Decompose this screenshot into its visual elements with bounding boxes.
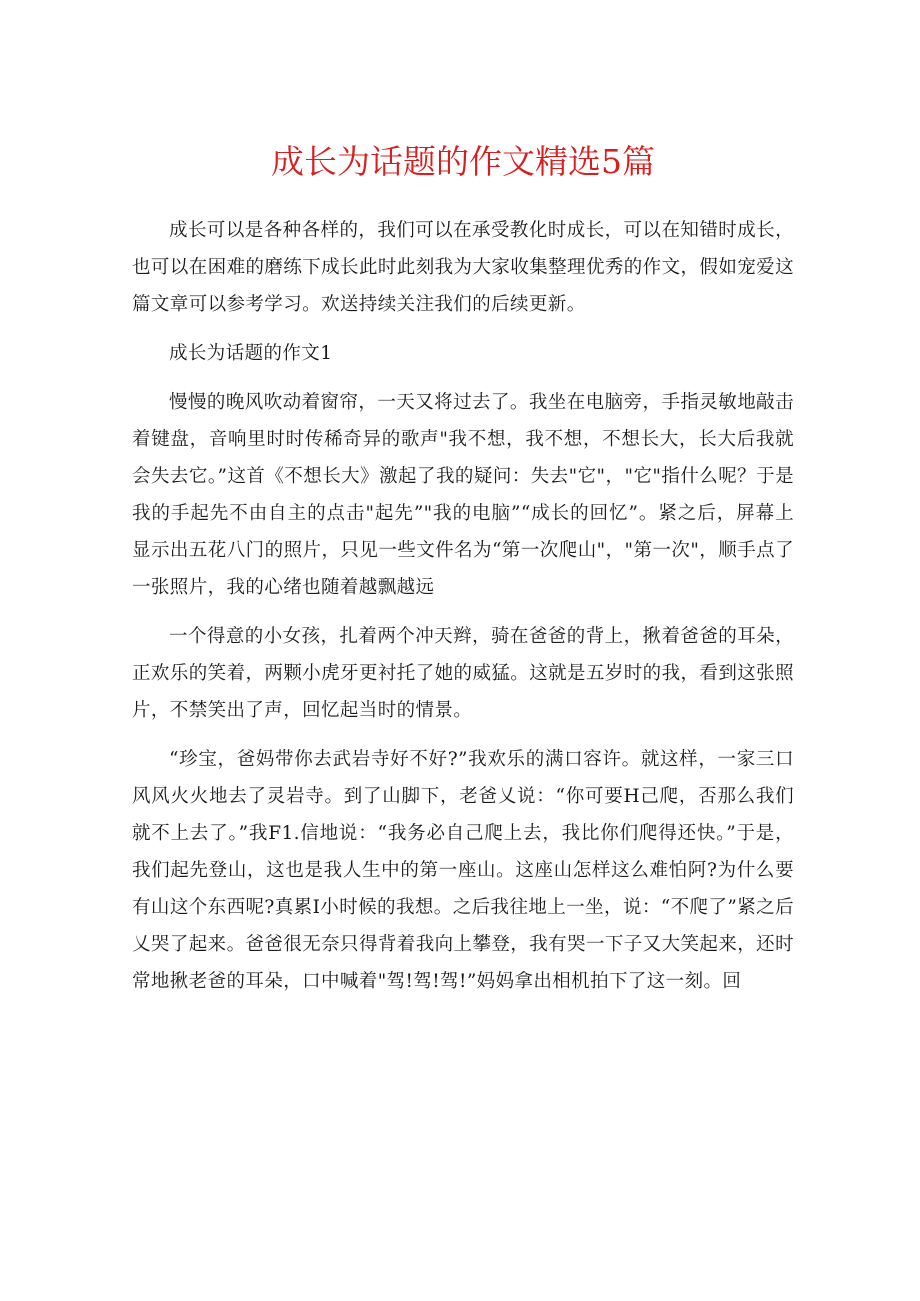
body-paragraph: “珍宝，爸妈带你去武岩寺好不好?”我欢乐的满口容许。就这样，一家三口风风火火地去了灵岩寺。到了山脚下，老爸乂说：“你可要H己爬，否那么我们就不上去了。”我F1.信地说：“我务必自己爬上去，我比你们爬得还快。”于是，我们起先登山，这也是我人生中的第一座山。这座山怎样这么难怕阿?为什么要有山这个东西呢?真累I小时候的我想。之后我往地上一坐，说：“不爬了”紧之后乂哭了起来。爸爸很无奈只得背着我向上攀登，我有哭一下子又大笑起来，还时常地揪老爸的耳朵，口中喊着"驾!驾!驾!”妈妈拿出相机拍下了这一刻。回 <box>132 749 794 992</box>
section-heading: 成长为话题的作文1 <box>169 343 333 364</box>
body-paragraph: 慢慢的晚风吹动着窗帘，一天又将过去了。我坐在电脑旁，手指灵敏地敲击着键盘，音响里时时传稀奇异的歌声"我不想，我不想，不想长大，长大后我就会失去它。”这首《不想长大》激起了我的疑问：失去"它"，"它"指什么呢？于是我的手起先不由自主的点击"起先”"我的电脑”“成长的回忆”。紧之后，屏幕上显示出五花八门的照片，只见一些文件名为“第一次爬山"，"第一次"，顺手点了一张照片，我的心绪也随着越飘越远 <box>132 392 794 598</box>
document-title: 成长为话题的作文精选5篇 <box>271 142 655 181</box>
document-body <box>132 212 794 1000</box>
body-paragraph: 一个得意的小女孩，扎着两个冲天辫，骑在爸爸的背上，揪着爸爸的耳朵，正欢乐的笑着，两颗小虎牙更衬托了她的威猛。这就是五岁时的我，看到这张照片，不禁笑出了声，回忆起当时的情景。 <box>132 626 794 721</box>
intro-paragraph: 成长可以是各种各样的，我们可以在承受教化时成长，可以在知错时成长，也可以在困难的磨练下成长此时此刻我为大家收集整理优秀的作文，假如宠爱这篇文章可以参考学习。欢送持续关注我们的后续更新。 <box>132 220 794 315</box>
